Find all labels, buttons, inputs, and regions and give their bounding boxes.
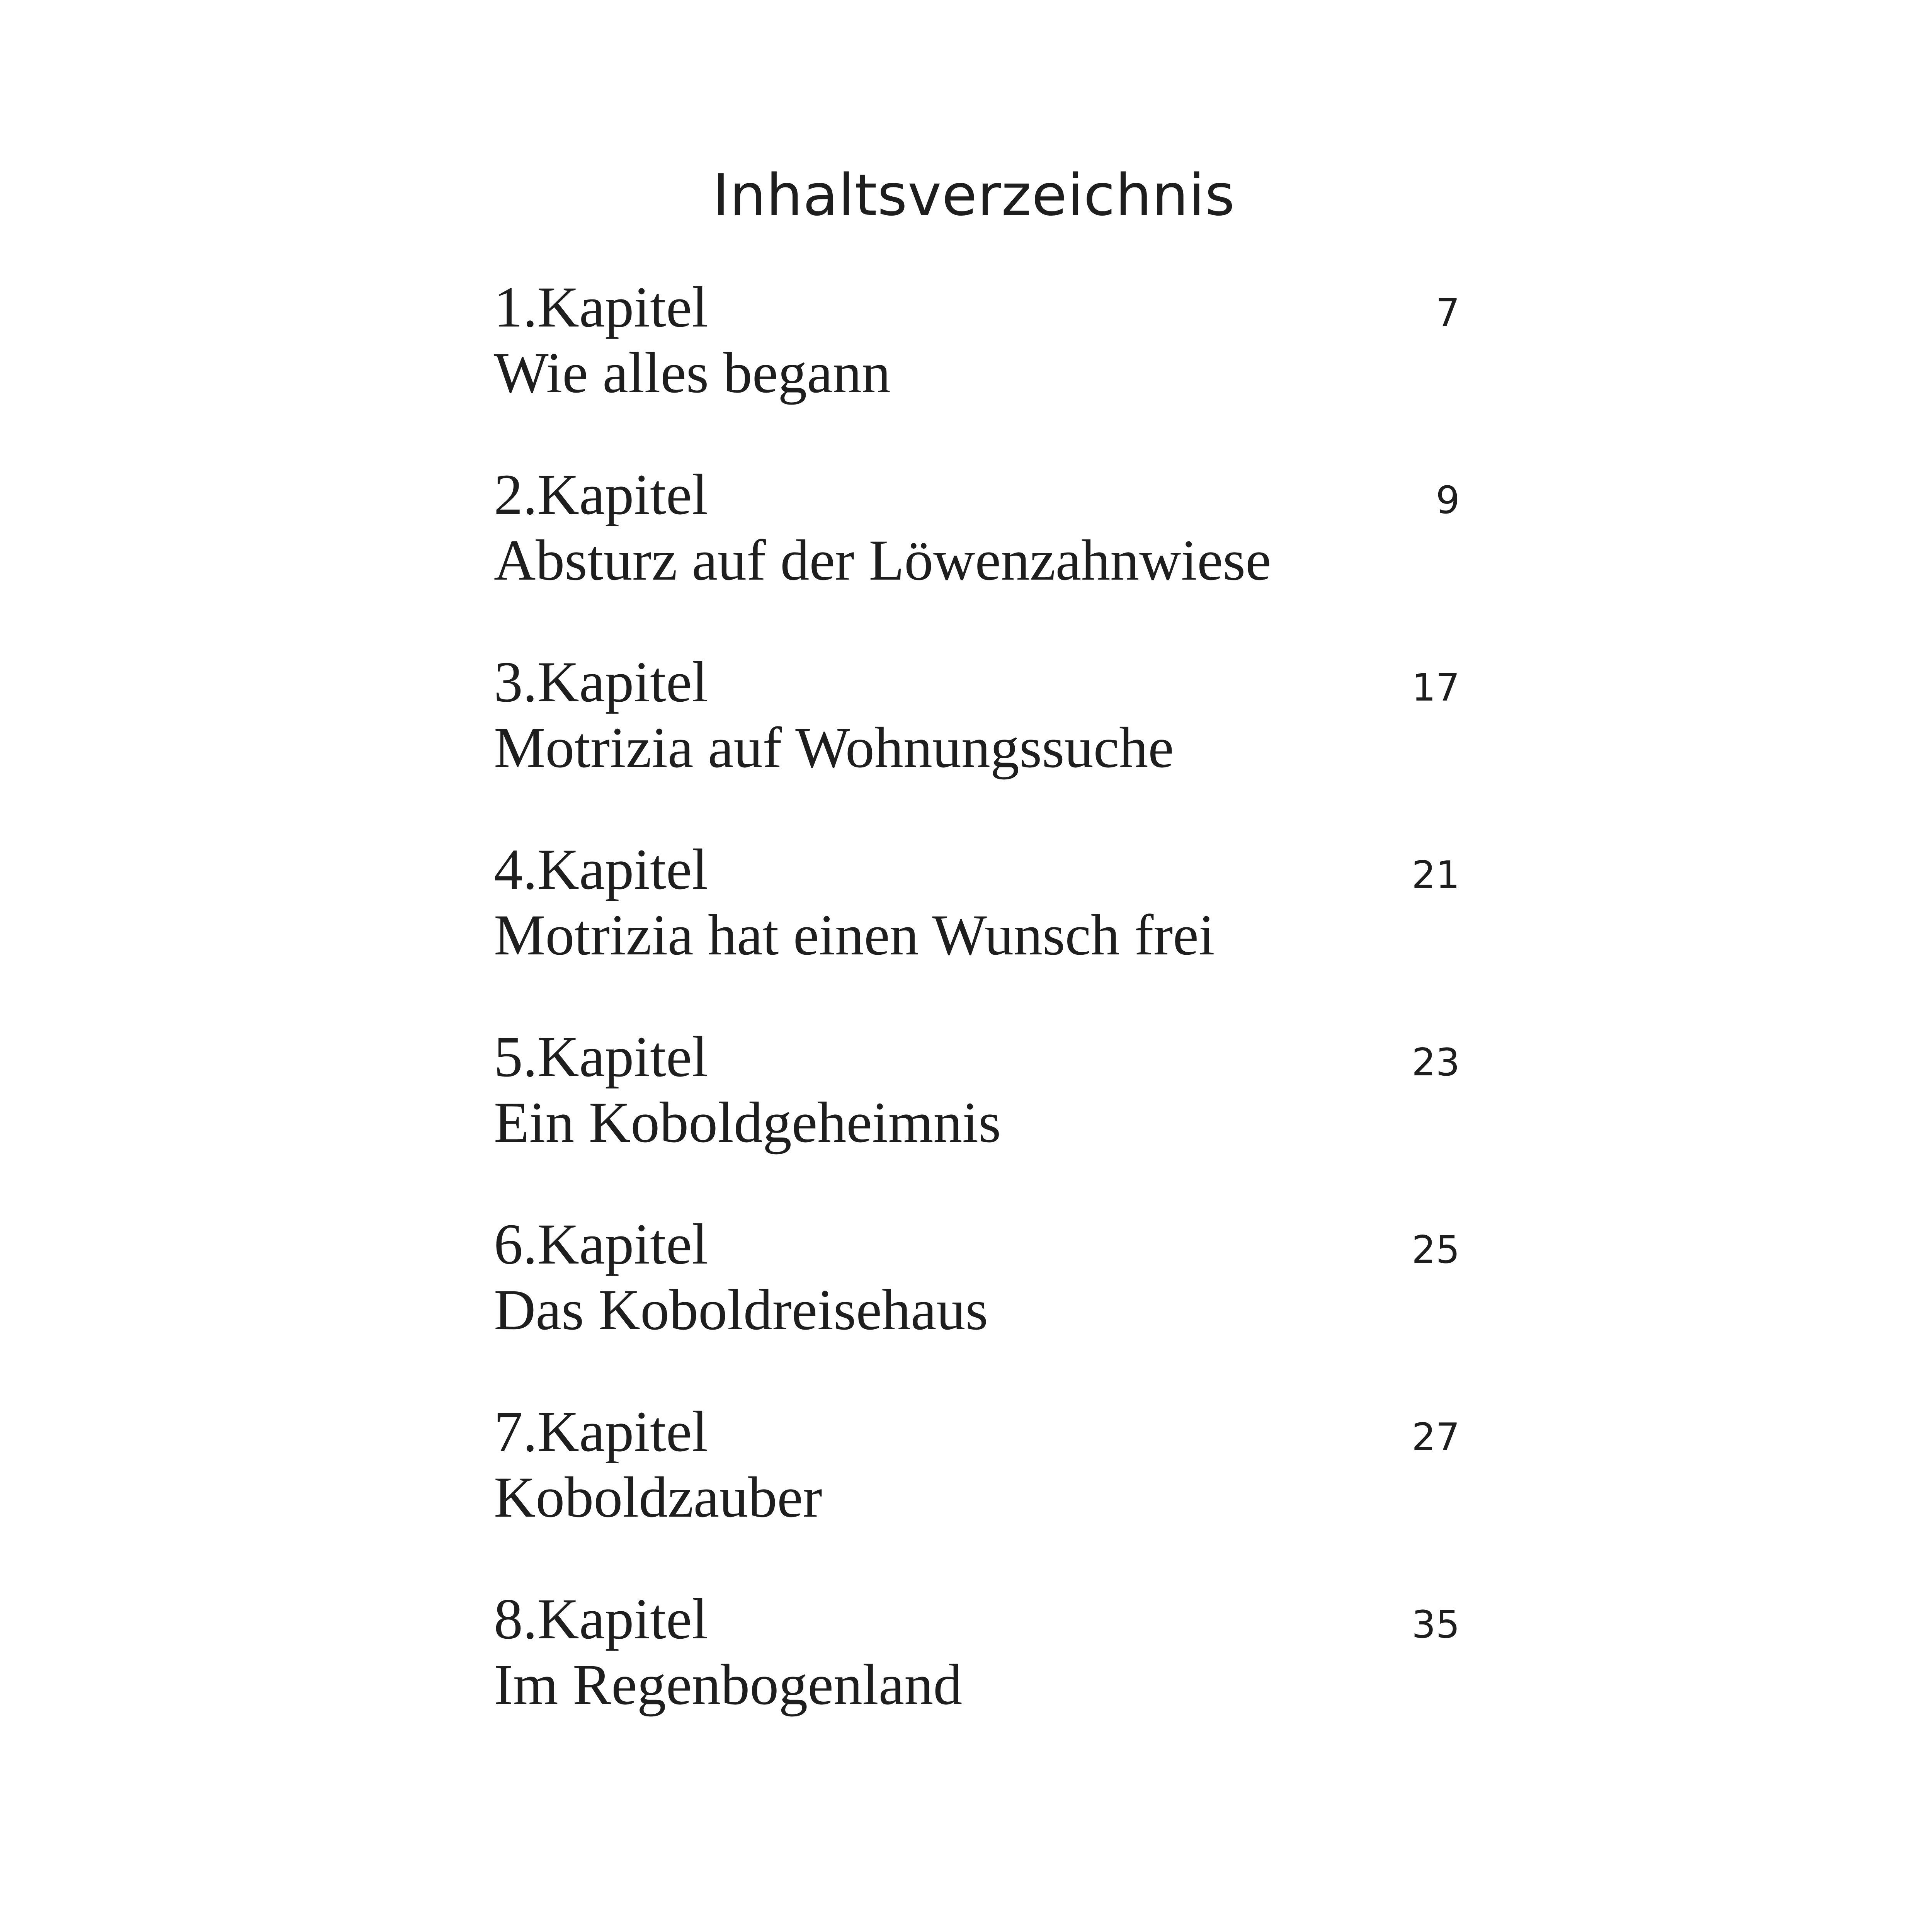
chapter-title: Das Koboldreisehaus — [494, 1278, 988, 1342]
chapter-title: Motrizia auf Wohnungssuche — [494, 716, 1174, 780]
toc-entry-5 — [494, 1022, 1460, 1209]
chapter-page-ref: 17 — [1412, 666, 1460, 710]
chapter-page-ref: 21 — [1412, 853, 1460, 897]
toc-entry-3 — [494, 647, 1460, 835]
toc-entry-6 — [494, 1209, 1460, 1397]
chapter-title: Wie alles begann — [494, 341, 891, 405]
chapter-title: Ein Koboldgeheimnis — [494, 1090, 1001, 1155]
toc-entry-1 — [494, 272, 1460, 460]
chapter-title: Motrizia hat einen Wunsch frei — [494, 903, 1215, 967]
chapter-number: 6.Kapitel — [494, 1212, 708, 1276]
chapter-number: 2.Kapitel — [494, 463, 708, 527]
table-of-contents — [494, 272, 1460, 1772]
chapter-page-ref: 25 — [1412, 1228, 1460, 1272]
chapter-page-ref: 27 — [1412, 1415, 1460, 1459]
chapter-number: 3.Kapitel — [494, 650, 708, 714]
toc-entry-4 — [494, 835, 1460, 1022]
chapter-page-ref: 35 — [1412, 1603, 1460, 1647]
chapter-number: 1.Kapitel — [494, 275, 708, 339]
chapter-page-ref: 7 — [1436, 291, 1460, 335]
chapter-number: 8.Kapitel — [494, 1587, 708, 1651]
chapter-page-ref: 9 — [1436, 478, 1460, 522]
chapter-title: Koboldzauber — [494, 1465, 822, 1529]
toc-entry-7 — [494, 1397, 1460, 1584]
chapter-title: Absturz auf der Löwenzahnwiese — [494, 528, 1271, 592]
chapter-title: Im Regenbogenland — [494, 1653, 963, 1717]
chapter-number: 5.Kapitel — [494, 1025, 708, 1089]
toc-entry-2 — [494, 460, 1460, 647]
page-title: Inhaltsverzeichnis — [712, 162, 1235, 228]
chapter-page-ref: 23 — [1412, 1041, 1460, 1085]
toc-entry-8 — [494, 1584, 1460, 1772]
chapter-number: 4.Kapitel — [494, 837, 708, 901]
chapter-number: 7.Kapitel — [494, 1400, 708, 1464]
